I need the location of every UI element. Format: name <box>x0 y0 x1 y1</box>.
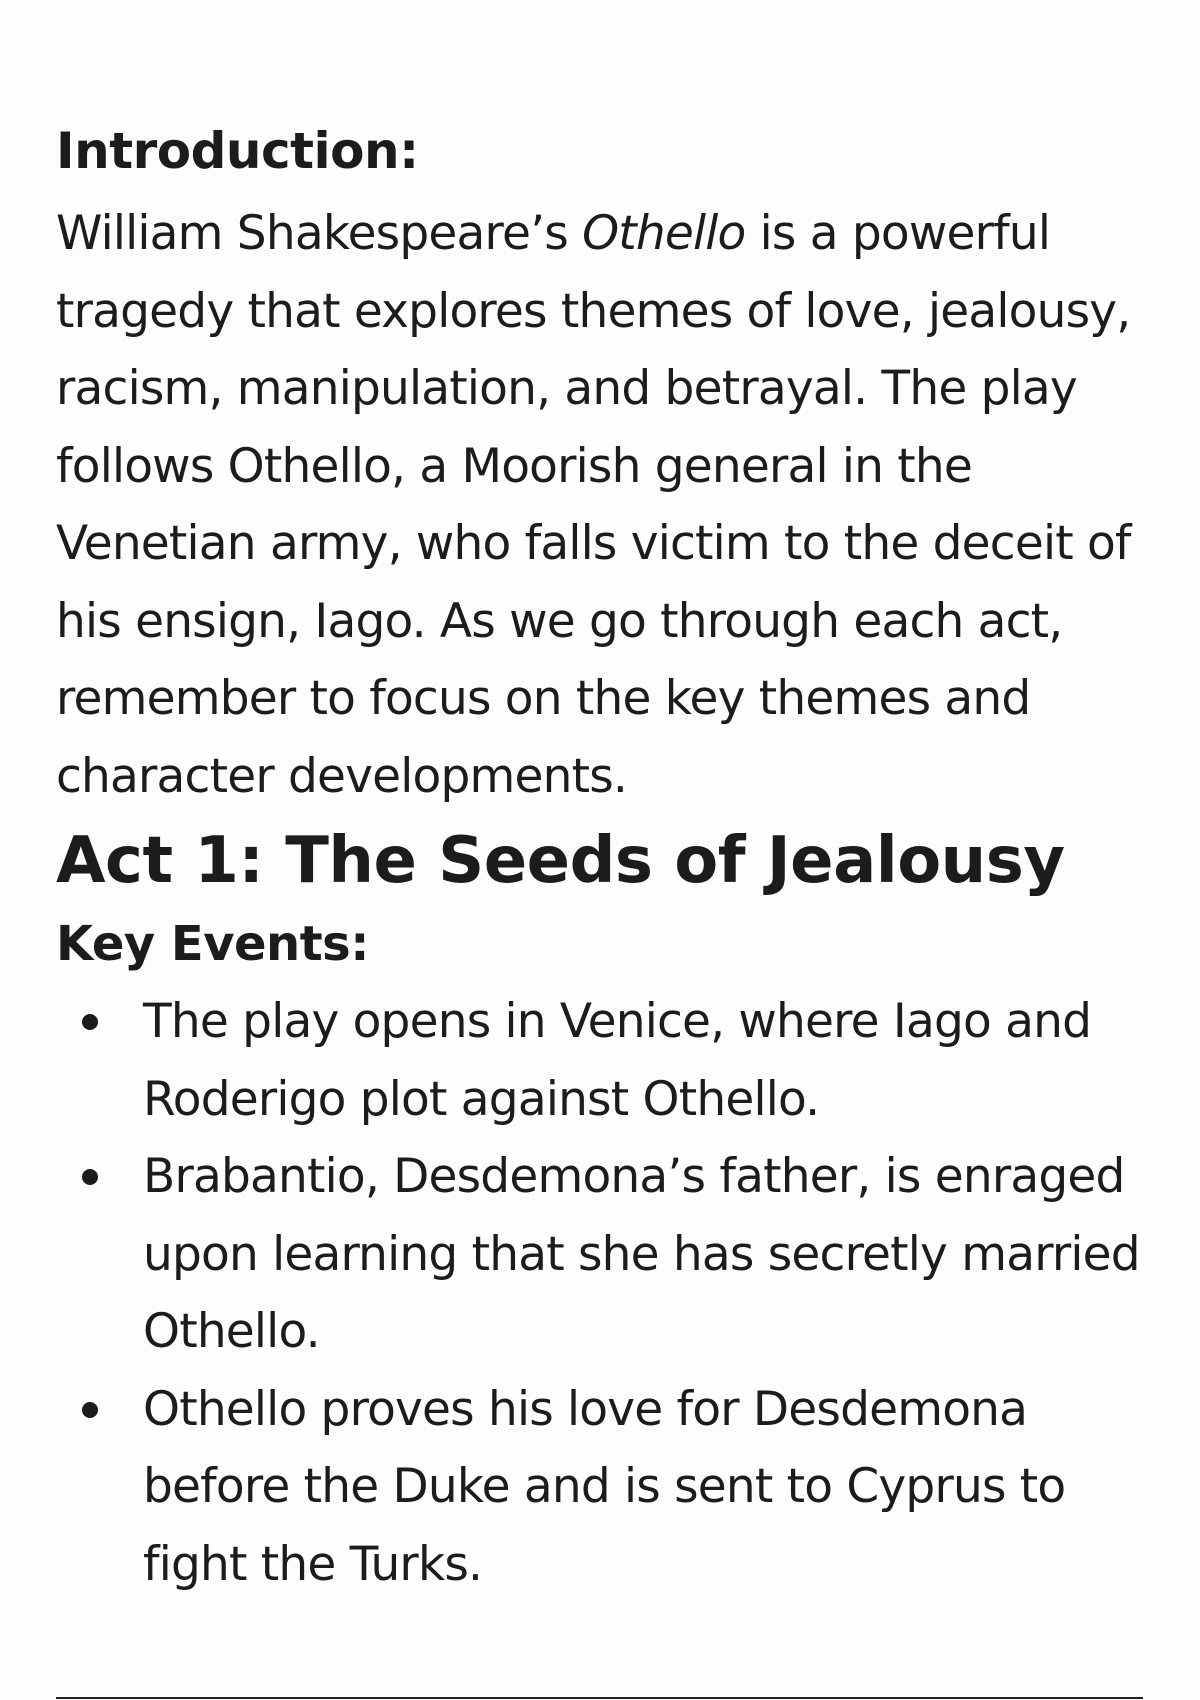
bullet-icon <box>82 1402 98 1418</box>
introduction-paragraph <box>56 195 1150 815</box>
bullet-icon <box>82 1169 98 1185</box>
event-text: Brabantio, Desdemona’s father, is enraged upon learning that she has secretly married Othello. <box>143 1149 1140 1359</box>
intro-text-rest: is a powerful tragedy that explores themes of love, jealousy, racism, manipulation, and betrayal. The play follows Othello, a Moorish general in the Venetian army, who falls victim to the deceit of his ensign, Iago. As we go through each act, remember to focus on the key themes and character developments. <box>56 206 1131 804</box>
bullet-icon <box>82 1014 98 1030</box>
key-events-list <box>56 983 1144 1603</box>
horizontal-divider <box>56 1697 1143 1699</box>
introduction-heading: Introduction: <box>56 122 419 180</box>
key-events-heading: Key Events: <box>56 916 369 972</box>
intro-text-start: William Shakespeare’s <box>56 206 583 261</box>
event-text: The play opens in Venice, where Iago and Roderigo plot against Othello. <box>143 994 1092 1127</box>
play-title: Othello <box>582 206 746 261</box>
list-item <box>56 983 1143 1138</box>
event-text: Othello proves his love for Desdemona before the Duke and is sent to Cyprus to fight the Turks. <box>143 1381 1066 1592</box>
list-item <box>56 1371 1143 1604</box>
list-item <box>56 1138 1143 1371</box>
act-1-title: Act 1: The Seeds of Jealousy <box>56 824 1065 898</box>
